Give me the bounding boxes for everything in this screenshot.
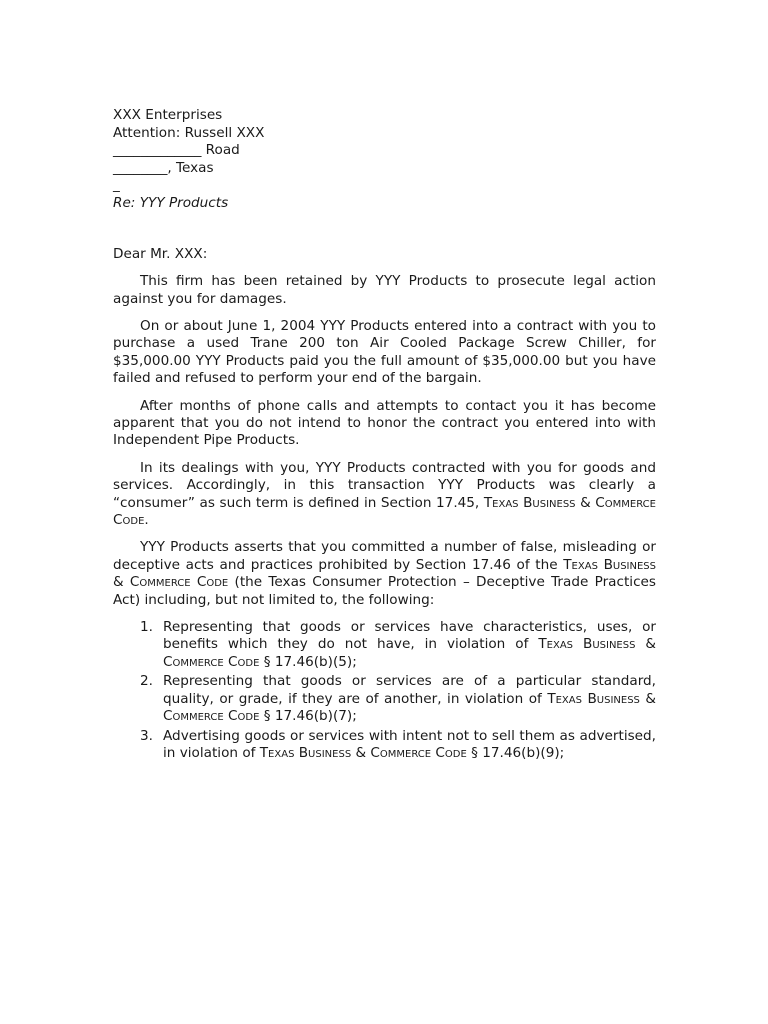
list-item	[113, 728, 656, 763]
paragraph-assertion-text: YYY Products asserts that you committed a number of false, misleading or deceptive acts and practices prohibited by Section 17.46 of the	[113, 539, 656, 573]
list-item-section: § 17.46(b)(7);	[259, 708, 357, 725]
paragraph-assertion-end: (the Texas Consumer Protection – Deceptive Trade Practices Act) including, but not limited to, the following:	[113, 574, 657, 608]
list-item-text: Advertising goods or services with intent not to sell them as advertised, in violation of	[163, 727, 656, 761]
list-item-section: § 17.46(b)(5);	[259, 653, 357, 670]
list-number: 1.	[140, 619, 153, 636]
list-item	[113, 673, 656, 725]
list-item	[113, 619, 656, 671]
letter-page	[113, 107, 656, 764]
code-citation: Texas Business & Commerce Code	[113, 556, 657, 591]
paragraph-attempts: After months of phone calls and attempts to contact you it has become apparent that you do not intend to honor the contract you entered into with Independent Pipe Products.	[113, 397, 656, 449]
list-number: 2.	[140, 673, 153, 690]
paragraph-assertion	[113, 539, 656, 609]
code-citation: Texas Business & Commerce Code	[113, 494, 656, 529]
list-item-text: Representing that goods or services are of a particular standard, quality, or grade, if they are of another, in violation of	[163, 673, 656, 707]
recipient-company: XXX Enterprises	[113, 107, 223, 123]
subject-line: Re: YYY Products	[113, 194, 229, 211]
list-number: 3.	[140, 727, 153, 744]
recipient-blank-line: _	[113, 177, 120, 194]
paragraph-consumer-text: In its dealings with you, YYY Products contracted with you for goods and services. Accordingly, in this transaction YYY Products was clearly a “consumer” as such term is defined in Section 17.45,	[113, 459, 656, 511]
violations-list	[113, 619, 656, 762]
recipient-address	[113, 107, 656, 195]
list-item-text: Representing that goods or services have characteristics, uses, or benefits which they do not have, in violation of	[163, 619, 656, 653]
code-citation: Texas Business & Commerce Code	[163, 636, 657, 670]
recipient-road: _____________ Road	[113, 142, 240, 159]
paragraph-consumer-end: .	[144, 512, 149, 529]
recipient-attention: Attention: Russell XXX	[113, 124, 265, 141]
salutation: Dear Mr. XXX:	[113, 245, 208, 262]
recipient-city: ________, Texas	[113, 159, 214, 176]
code-citation: Texas Business & Commerce Code	[259, 744, 467, 761]
paragraph-consumer	[113, 460, 656, 530]
paragraph-retained: This firm has been retained by YYY Products to prosecute legal action against you for damages.	[113, 273, 656, 307]
code-citation: Texas Business & Commerce Code	[163, 690, 657, 725]
list-item-section: § 17.46(b)(9);	[466, 744, 565, 761]
paragraph-contract: On or about June 1, 2004 YYY Products entered into a contract with you to purchase a used Trane 200 ton Air Cooled Package Screw Chiller, for $35,000.00 YYY Products paid you the full amount of $35,000.00 but you have failed and refused to perform your end of the bargain.	[113, 317, 656, 387]
